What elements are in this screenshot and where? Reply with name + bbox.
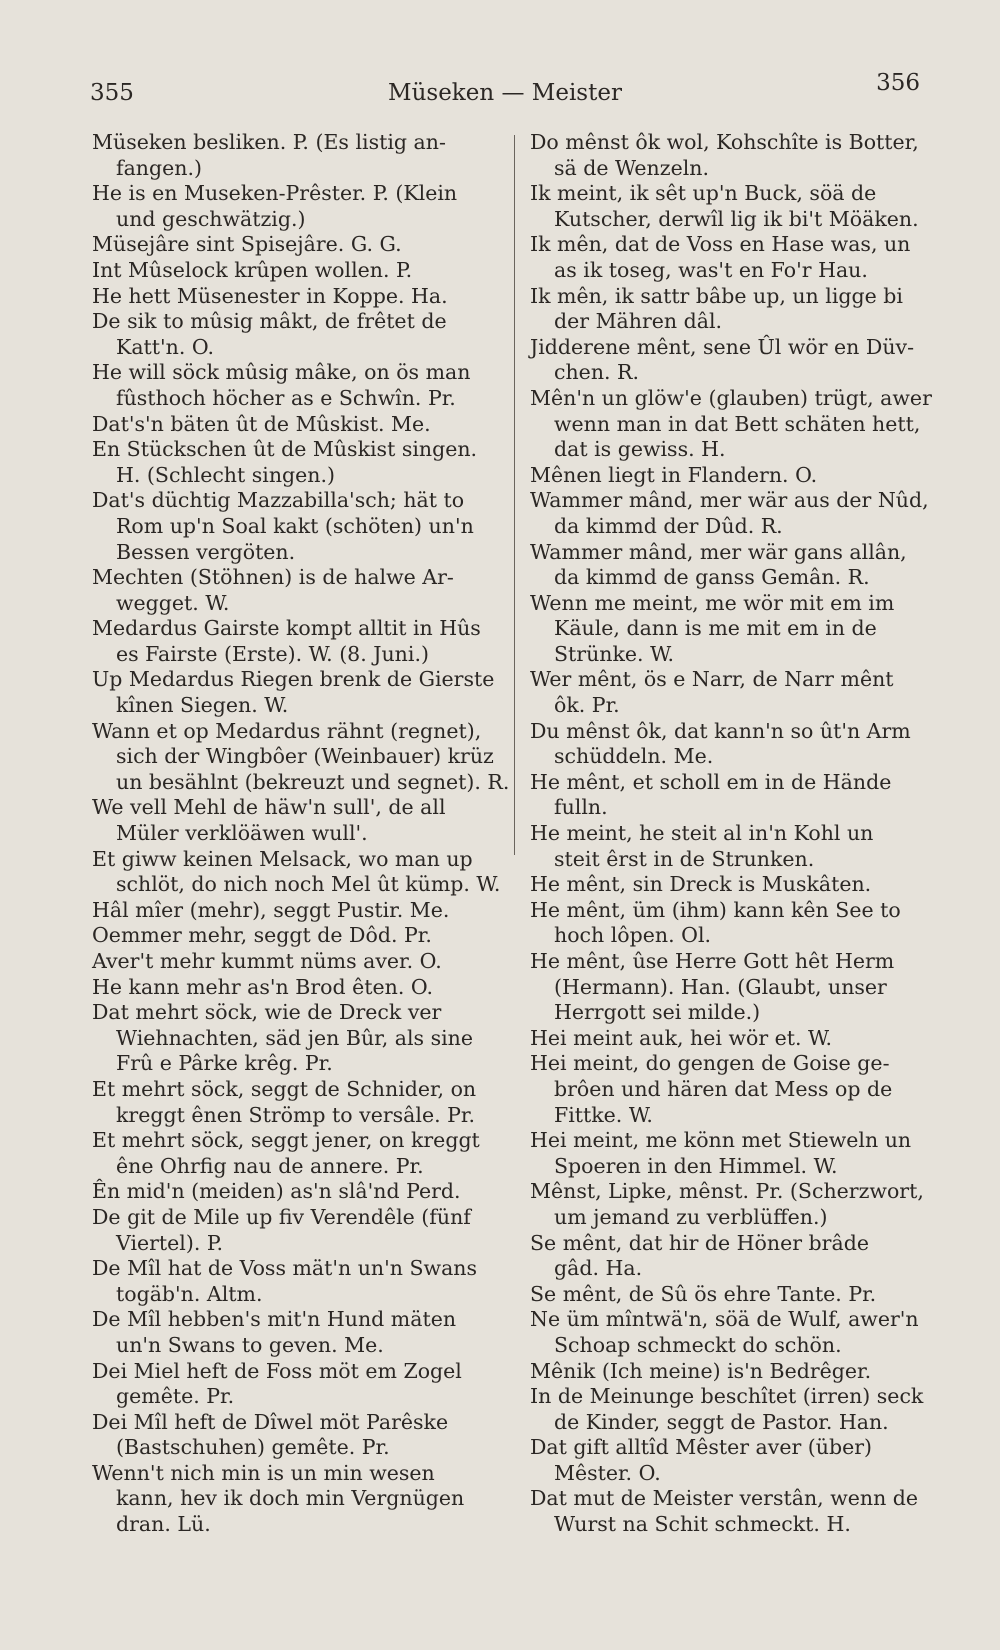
proverb-entry <box>92 1077 500 1128</box>
entry-line: Käule, dann is me mit em in de <box>554 616 877 641</box>
entry-line: Wann et op Medardus rähnt (regnet), <box>92 718 482 743</box>
entry-line: Müsejâre sint Spisejâre. G. G. <box>92 232 402 257</box>
entry-line: Du mênst ôk, dat kann'n so ût'n Arm <box>530 718 911 743</box>
entry-line: Bessen vergöten. <box>116 539 296 564</box>
proverb-entry <box>530 284 938 335</box>
entry-line: Wenn't nich min is un min wesen <box>92 1460 435 1485</box>
entry-line: Müseken besliken. P. (Es listig an- <box>92 130 446 154</box>
proverb-entry <box>92 1461 500 1538</box>
proverb-entry <box>530 1486 938 1537</box>
entry-line: da kimmd de ganss Gemân. R. <box>554 565 870 590</box>
column-divider <box>514 135 515 855</box>
proverb-entry <box>92 616 500 667</box>
proverb-entry <box>530 591 938 668</box>
entry-line: He mênt, üm (ihm) kann kên See to <box>530 897 901 922</box>
entry-line: wenn man in dat Bett schäten hett, <box>554 411 921 436</box>
proverb-entry <box>530 770 938 821</box>
entry-line: der Mähren dâl. <box>554 309 723 334</box>
entry-line: Mêster. O. <box>554 1460 661 1485</box>
entry-line: as ik toseg, was't en Fo'r Hau. <box>554 257 868 282</box>
proverb-entry <box>92 284 500 310</box>
entry-line: fulln. <box>554 795 608 820</box>
entry-line: sich der Wingbôer (Weinbauer) krüz <box>116 744 494 769</box>
proverb-entry <box>530 1231 938 1282</box>
proverb-entry <box>92 1307 500 1358</box>
entry-line: togäb'n. Altm. <box>116 1281 263 1306</box>
proverb-entry <box>530 1128 938 1179</box>
entry-line: Mênen liegt in Flandern. O. <box>530 462 818 487</box>
proverb-entry <box>530 463 938 489</box>
proverb-entry <box>92 360 500 411</box>
entry-line: He is en Museken-Prêster. P. (Klein <box>92 181 458 206</box>
proverb-entry <box>92 795 500 846</box>
entry-line: He mênt, sin Dreck is Muskâten. <box>530 872 872 897</box>
entry-line: gemête. Pr. <box>116 1384 235 1409</box>
proverb-entry <box>92 232 500 258</box>
entry-line: De git de Mile up fiv Verendêle (fünf <box>92 1204 471 1229</box>
entry-line: He will söck mûsig mâke, on ös man <box>92 360 471 385</box>
entry-line: wegget. W. <box>116 590 230 615</box>
entry-line: Frû e Pârke krêg. Pr. <box>116 1051 333 1076</box>
proverb-entry <box>92 949 500 975</box>
proverb-entry <box>92 309 500 360</box>
left-page-number: 355 <box>90 80 134 106</box>
right-column <box>530 130 938 1538</box>
entry-line: He mênt, et scholl em in de Hände <box>530 769 892 794</box>
entry-line: Up Medardus Riegen brenk de Gierste <box>92 667 495 692</box>
entry-line: Strünke. W. <box>554 641 675 666</box>
entry-line: chen. R. <box>554 360 640 385</box>
entry-line: un besählnt (bekreuzt und segnet). R. <box>116 769 510 794</box>
entry-line: Viertel). P. <box>116 1230 224 1255</box>
proverb-entry <box>530 1359 938 1385</box>
entry-line: Mechten (Stöhnen) is de halwe Ar- <box>92 565 454 590</box>
entry-line: Dat gift alltîd Mêster aver (über) <box>530 1435 873 1460</box>
entry-line: (Hermann). Han. (Glaubt, unser <box>554 974 887 999</box>
entry-line: En Stückschen ût de Mûskist singen. <box>92 437 478 462</box>
entry-line: Medardus Gairste kompt alltit in Hûs <box>92 616 481 641</box>
proverb-entry <box>92 130 500 181</box>
entry-line: He mênt, ûse Herre Gott hêt Herm <box>530 949 895 973</box>
entry-line: un'n Swans to geven. Me. <box>116 1332 384 1357</box>
proverb-entry <box>530 667 938 718</box>
proverb-entry <box>92 898 500 924</box>
proverb-entry <box>92 667 500 718</box>
proverb-entry <box>92 923 500 949</box>
proverb-entry <box>92 1128 500 1179</box>
entry-line: Rom up'n Soal kakt (schöten) un'n <box>116 513 474 538</box>
entry-line: sä de Wenzeln. <box>554 155 709 180</box>
entry-line: de Kinder, seggt de Pastor. Han. <box>554 1409 889 1434</box>
proverb-entry <box>530 1435 938 1486</box>
entry-line: Et mehrt söck, seggt de Schnider, on <box>92 1076 477 1101</box>
entry-line: Mênst, Lipke, mênst. Pr. (Scherzwort, <box>530 1179 924 1204</box>
proverb-entry <box>92 1410 500 1461</box>
entry-line: êne Ohrfig nau de annere. Pr. <box>116 1153 424 1178</box>
entry-line: es Fairste (Erste). W. (8. Juni.) <box>116 641 429 666</box>
entry-line: Ik mên, ik sattr bâbe up, un ligge bi <box>530 283 903 308</box>
entry-line: Dat's'n bäten ût de Mûskist. Me. <box>92 411 431 436</box>
entry-line: Dat's düchtig Mazzabilla'sch; hät to <box>92 488 465 513</box>
entry-line: Wurst na Schit schmeckt. H. <box>554 1512 851 1537</box>
entry-line: De sik to mûsig mâkt, de frêtet de <box>92 309 447 334</box>
entry-line: Schoap schmeckt do schön. <box>554 1332 842 1357</box>
entry-line: ôk. Pr. <box>554 693 620 718</box>
entry-line: Hei meint auk, hei wör et. W. <box>530 1025 833 1050</box>
entry-line: um jemand zu verblüffen.) <box>554 1204 828 1229</box>
running-header <box>90 70 920 110</box>
entry-line: Katt'n. O. <box>116 334 215 359</box>
entry-line: hoch lôpen. Ol. <box>554 923 712 948</box>
entry-line: (Bastschuhen) gemête. Pr. <box>116 1435 390 1460</box>
entry-line: brôen und hären dat Mess op de <box>554 1076 893 1101</box>
entry-line: kînen Siegen. W. <box>116 693 289 718</box>
entry-line: fangen.) <box>116 155 202 180</box>
entry-line: dran. Lü. <box>116 1512 211 1537</box>
entry-line: Ik meint, ik sêt up'n Buck, söä de <box>530 181 877 206</box>
entry-line: Et mehrt söck, seggt jener, on kreggt <box>92 1128 480 1153</box>
entry-line: Wiehnachten, säd jen Bûr, als sine <box>116 1025 473 1050</box>
proverb-entry <box>530 821 938 872</box>
proverb-entry <box>530 898 938 949</box>
proverb-entry <box>92 1205 500 1256</box>
entry-line: De Mîl hebben's mit'n Hund mäten <box>92 1307 457 1332</box>
entry-line: Mên'n un glöw'e (glauben) trügt, awer <box>530 385 932 410</box>
entry-line: dat is gewiss. H. <box>554 437 726 462</box>
entry-line: Dei Mîl heft de Dîwel möt Parêske <box>92 1409 449 1434</box>
entry-line: kreggt ênen Strömp to versâle. Pr. <box>116 1102 475 1127</box>
entry-line: und geschwätzig.) <box>116 206 306 231</box>
entry-line: In de Meinunge beschîtet (irren) seck <box>530 1384 924 1409</box>
proverb-entry <box>530 1179 938 1230</box>
entry-line: Ne üm mîntwä'n, söä de Wulf, awer'n <box>530 1307 919 1332</box>
entry-line: Dat mut de Meister verstân, wenn de <box>530 1486 919 1511</box>
entry-line: Aver't mehr kummt nüms aver. O. <box>92 949 442 973</box>
entry-line: Fittke. W. <box>554 1102 653 1127</box>
entry-line: gâd. Ha. <box>554 1256 643 1281</box>
proverb-entry <box>92 1000 500 1077</box>
proverb-entry <box>92 437 500 488</box>
proverb-entry <box>92 181 500 232</box>
proverb-entry <box>92 1179 500 1205</box>
entry-line: Wer mênt, ös e Narr, de Narr mênt <box>530 667 894 692</box>
entry-line: He hett Müsenester in Koppe. Ha. <box>92 283 448 308</box>
proverb-entry <box>530 1307 938 1358</box>
entry-line: Int Mûselock krûpen wollen. P. <box>92 257 413 282</box>
entry-line: schlöt, do nich noch Mel ût kümp. W. <box>116 872 501 897</box>
entry-line: Wenn me meint, me wör mit em im <box>530 590 895 615</box>
proverb-entry <box>530 130 938 181</box>
proverb-entry <box>92 488 500 565</box>
entry-line: Dat mehrt söck, wie de Dreck ver <box>92 1000 442 1025</box>
entry-line: Hei meint, do gengen de Goise ge- <box>530 1051 890 1076</box>
left-column <box>92 130 510 1538</box>
entry-line: Wammer mând, mer wär aus der Nûd, <box>530 488 929 513</box>
entry-line: Jidderene mênt, sene Ûl wör en Düv- <box>530 334 915 359</box>
proverb-entry <box>530 335 938 386</box>
entry-line: da kimmd der Dûd. R. <box>554 513 783 538</box>
proverb-entry <box>92 1256 500 1307</box>
proverb-entry <box>530 719 938 770</box>
proverb-entry <box>530 232 938 283</box>
entry-line: Kutscher, derwîl lig ik bi't Möäken. <box>554 206 919 231</box>
entry-line: Se mênt, dat hir de Höner brâde <box>530 1230 869 1255</box>
entry-line: Wammer mând, mer wär gans allân, <box>530 539 907 564</box>
proverb-entry <box>530 1026 938 1052</box>
entry-line: kann, hev ik doch min Vergnügen <box>116 1486 465 1511</box>
entry-line: Se mênt, de Sû ös ehre Tante. Pr. <box>530 1281 877 1306</box>
right-page-number: 356 <box>876 70 920 96</box>
proverb-entry <box>92 1359 500 1410</box>
proverb-entry <box>530 540 938 591</box>
proverb-entry <box>530 488 938 539</box>
entry-line: Müler verklöäwen wull'. <box>116 821 368 846</box>
entry-line: Hei meint, me könn met Stieweln un <box>530 1128 912 1153</box>
entry-line: Herrgott sei milde.) <box>554 1000 761 1025</box>
entry-line: fûsthoch höcher as e Schwîn. Pr. <box>116 385 456 410</box>
entry-line: schüddeln. Me. <box>554 744 714 769</box>
entry-line: We vell Mehl de häw'n sull', de all <box>92 795 446 820</box>
running-title: Müseken — Meister <box>388 80 622 106</box>
proverb-entry <box>530 1384 938 1435</box>
entry-line: Do mênst ôk wol, Kohschîte is Botter, <box>530 130 919 154</box>
proverb-entry <box>92 412 500 438</box>
entry-line: He meint, he steit al in'n Kohl un <box>530 821 874 846</box>
entry-line: steit êrst in de Strunken. <box>554 846 815 871</box>
proverb-entry <box>92 718 510 796</box>
proverb-entry <box>530 949 938 1026</box>
proverb-entry <box>92 258 500 284</box>
entry-line: He kann mehr as'n Brod êten. O. <box>92 974 433 999</box>
proverb-entry <box>530 872 938 898</box>
entry-line: Hâl mîer (mehr), seggt Pustir. Me. <box>92 897 450 922</box>
entry-line: Mênik (Ich meine) is'n Bedrêger. <box>530 1358 872 1383</box>
entry-line: H. (Schlecht singen.) <box>116 462 336 487</box>
proverb-entry <box>530 1051 938 1128</box>
entry-line: Dei Miel heft de Foss möt em Zogel <box>92 1358 462 1383</box>
entry-line: Spoeren in den Himmel. W. <box>554 1153 838 1178</box>
proverb-entry <box>530 386 938 463</box>
entry-line: Ik mên, dat de Voss en Hase was, un <box>530 232 911 257</box>
entry-line: Et giww keinen Melsack, wo man up <box>92 846 473 871</box>
proverb-entry <box>530 181 938 232</box>
proverb-entry <box>92 975 500 1001</box>
proverb-entry <box>92 565 500 616</box>
entry-line: De Mîl hat de Voss mät'n un'n Swans <box>92 1256 478 1281</box>
proverb-entry <box>92 847 500 898</box>
entry-line: Ên mid'n (meiden) as'n slâ'nd Perd. <box>92 1179 461 1204</box>
proverb-entry <box>530 1282 938 1308</box>
entry-line: Oemmer mehr, seggt de Dôd. Pr. <box>92 923 432 948</box>
